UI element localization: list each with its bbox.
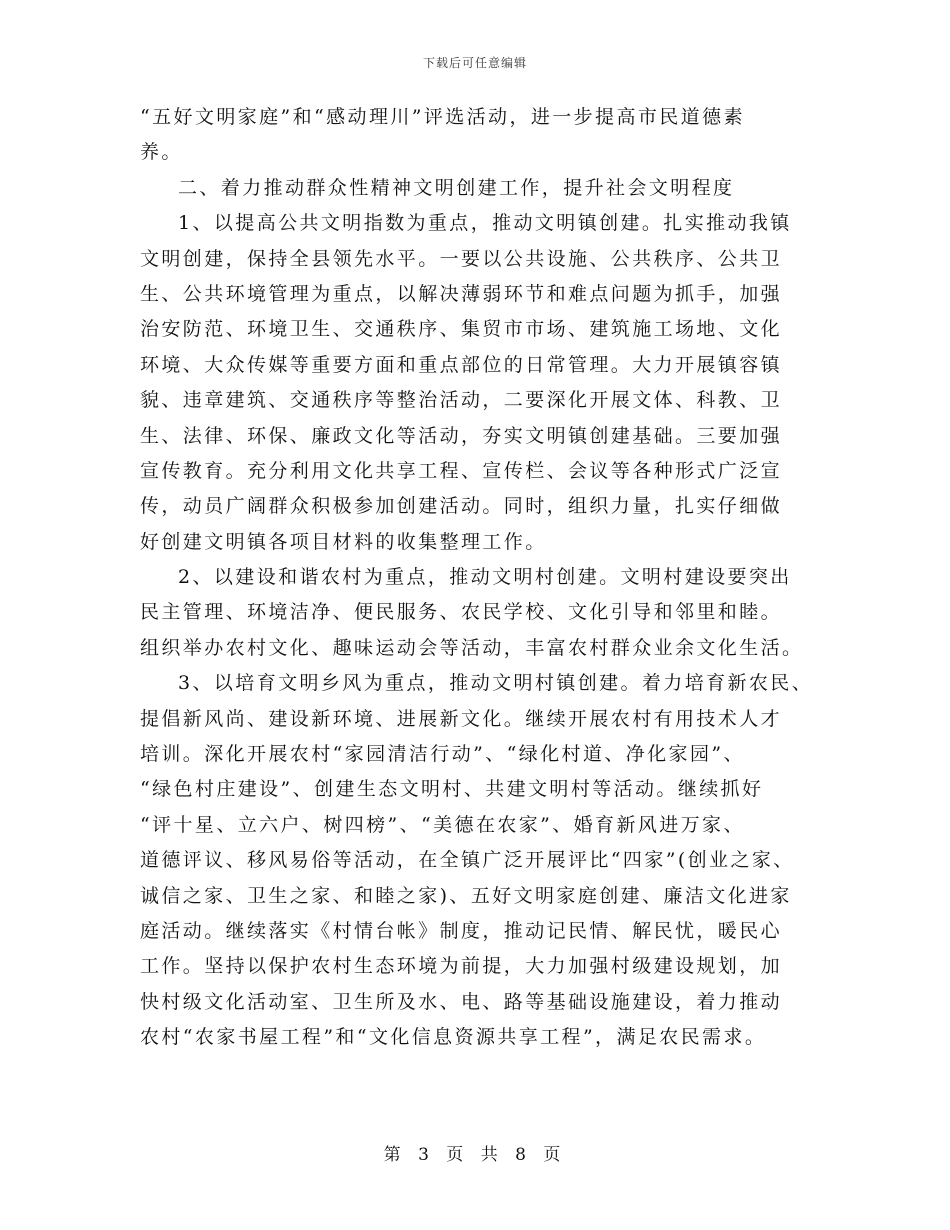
text-line: 生、公共环境管理为重点，以解决薄弱环节和难点问题为抓手，加强 — [140, 282, 783, 305]
text-line: 培训。深化开展农村“家园清洁行动”、“绿化村道、净化家园”、 — [140, 743, 745, 766]
text-line: 生、法律、环保、廉政文化等活动，夯实文明镇创建基础。三要加强 — [140, 424, 783, 447]
page-number: 第 3 页 共 8 页 — [383, 1145, 567, 1165]
text-line: 工作。坚持以保护农村生态环境为前提，大力加强村级建设规划，加 — [140, 955, 783, 978]
text-line: 治安防范、环境卫生、交通秩序、集贸市市场、建筑施工场地、文化 — [140, 318, 783, 341]
text-line: 提倡新风尚、建设新环境、进展新文化。继续开展农村有用技术人才 — [140, 707, 783, 730]
text-line: “五好文明家庭”和“感动理川”评选活动，进一步提高市民道德素 — [140, 106, 745, 128]
text-line: 民主管理、环境洁净、便民服务、农民学校、文化引导和邻里和睦。 — [140, 601, 783, 624]
text-line: 好创建文明镇各项目材料的收集整理工作。 — [140, 530, 547, 553]
text-line: 诚信之家、卫生之家、和睦之家)、五好文明家庭创建、廉洁文化进家 — [140, 884, 792, 907]
text-line: 组织举办农村文化、趣味运动会等活动，丰富农村群众业余文化生活。 — [140, 636, 804, 659]
text-line: 传，动员广阔群众积极参加创建活动。同时，组织力量，扎实仔细做 — [140, 495, 783, 518]
text-line: 道德评议、移风易俗等活动，在全镇广泛开展评比“四家”(创业之家、 — [140, 849, 795, 872]
text-line: 文明创建，保持全县领先水平。一要以公共设施、公共秩序、公共卫 — [140, 247, 783, 270]
text-line: 快村级文化活动室、卫生所及水、电、路等基础设施建设，着力推动 — [140, 990, 783, 1013]
text-line: “绿色村庄建设”、创建生态文明村、共建文明村等活动。继续抓好 — [140, 778, 764, 801]
paragraph-start: 3、以培育文明乡风为重点，推动文明村镇创建。着力培育新农民、 — [178, 672, 814, 695]
text-line: “评十星、立六户、树四榜”、“美德在农家”、婚育新风进万家、 — [140, 813, 745, 836]
text-line: 貌、违章建筑、交通秩序等整治活动，二要深化开展文体、科教、卫 — [140, 389, 783, 412]
text-line: 养。 — [140, 141, 183, 164]
section-heading: 二、着力推动群众性精神文明创建工作，提升社会文明程度 — [178, 176, 735, 199]
text-line: 农村“农家书屋工程”和“文化信息资源共享工程”，满足农民需求。 — [140, 1026, 767, 1049]
text-line: 庭活动。继续落实《村情台帐》制度，推动记民情、解民忧，暖民心 — [140, 919, 783, 942]
text-line: 宣传教育。充分利用文化共享工程、宣传栏、会议等各种形式广泛宣 — [140, 459, 783, 482]
document-body — [140, 100, 820, 1056]
paragraph-start: 1、以提高公共文明指数为重点，推动文明镇创建。扎实推动我镇 — [178, 212, 792, 235]
paragraph-start: 2、以建设和谐农村为重点，推动文明村创建。文明村建设要突出 — [178, 566, 792, 589]
text-line: 环境、大众传媒等重要方面和重点部位的日常管理。大力开展镇容镇 — [140, 353, 783, 376]
header-note: 下载后可任意编辑 — [422, 56, 527, 70]
